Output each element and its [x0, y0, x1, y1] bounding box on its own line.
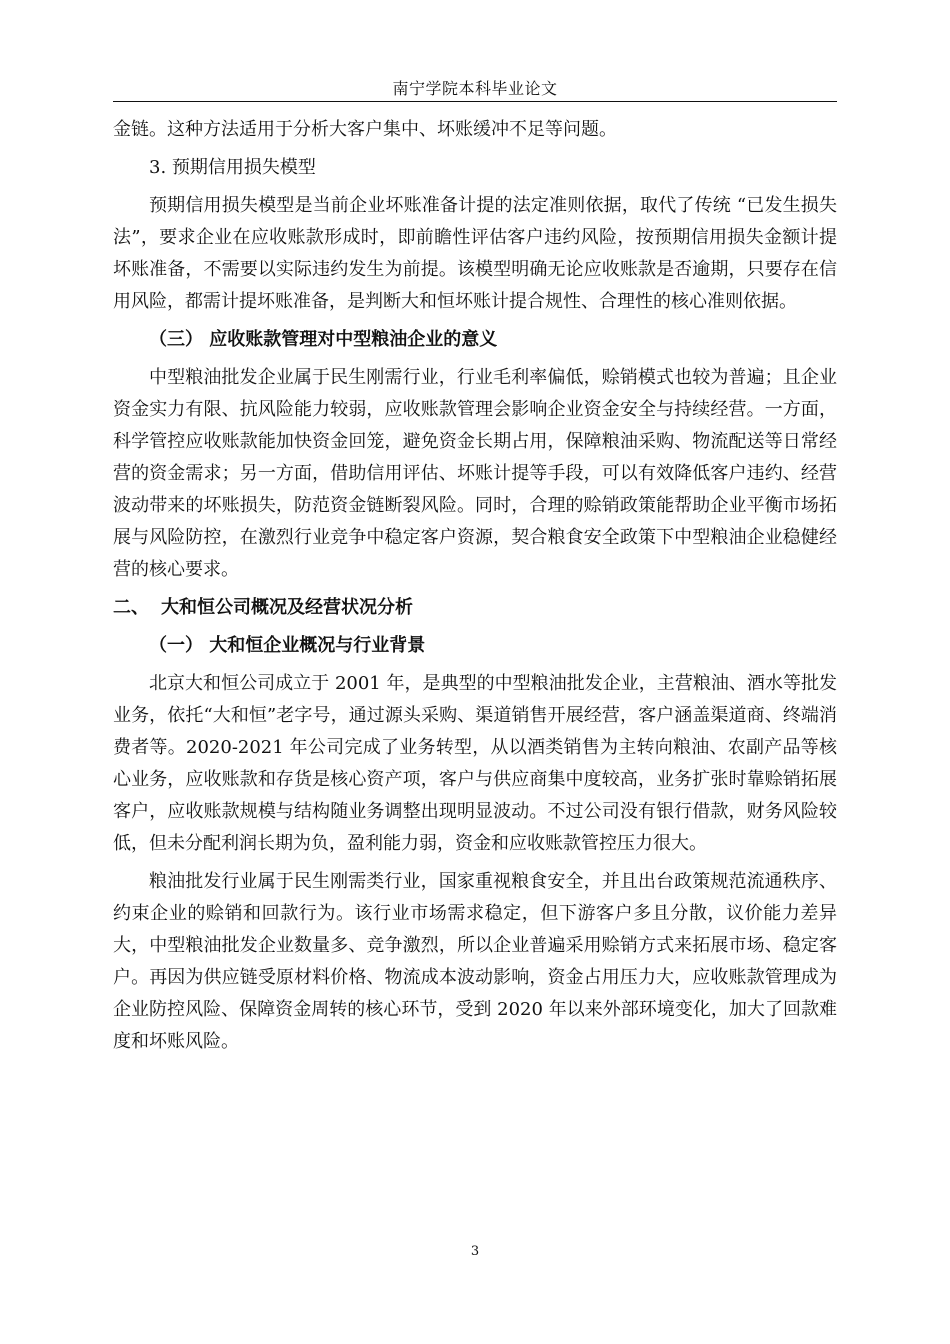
- section-number: 二、: [113, 597, 149, 618]
- page-number: 3: [470, 1244, 480, 1259]
- heading-expected-credit-loss: 3. 预期信用损失模型: [149, 157, 316, 178]
- header-divider: [113, 101, 837, 102]
- paragraph-expected-credit-loss: 预期信用损失模型是当前企业坏账准备计提的法定准则依据，取代了传统 “已发生损失法”，要求企业在应收账款形成时，即前瞻性评估客户违约风险，按预期信用损失金额计提坏账准备，不需要以实际违约发生为前提。该模型明确无论应收账款是否逾期，只要存在信用风险，都需计提坏账准备，是判断大和恒坏账计提合规性、合理性的核心准则依据。: [113, 195, 837, 312]
- section-title: 大和恒公司概况及经营状况分析: [161, 597, 413, 618]
- heading-company-background: （一） 大和恒企业概况与行业背景: [149, 635, 426, 656]
- heading-significance: （三） 应收账款管理对中型粮油企业的意义: [149, 329, 498, 350]
- paragraph-industry-background: 粮油批发行业属于民生刚需类行业，国家重视粮食安全，并且出台政策规范流通秩序、约束企业的赊销和回款行为。该行业市场需求稳定，但下游客户多且分散，议价能力差异大，中型粮油批发企业数量多、竞争激烈，所以企业普遍采用赊销方式来拓展市场、稳定客户。再因为供应链受原材料价格、物流成本波动影响，资金占用压力大，应收账款管理成为企业防控风险、保障资金周转的核心环节，受到 2020 年以来外部环境变化，加大了回款难度和坏账风险。: [113, 871, 837, 1052]
- running-header-title: 南宁学院本科毕业论文: [392, 79, 558, 98]
- paragraph-significance: 中型粮油批发企业属于民生刚需行业，行业毛利率偏低，赊销模式也较为普遍；且企业资金实力有限、抗风险能力较弱，应收账款管理会影响企业资金安全与持续经营。一方面，科学管控应收账款能加快资金回笼，避免资金长期占用，保障粮油采购、物流配送等日常经营的资金需求；另一方面，借助信用评估、坏账计提等手段，可以有效降低客户违约、经营波动带来的坏账损失，防范资金链断裂风险。同时，合理的赊销政策能帮助企业平衡市场拓展与风险防控，在激烈行业竞争中稳定客户资源，契合粮食安全政策下中型粮油企业稳健经营的核心要求。: [113, 367, 837, 580]
- paragraph-continuation: 金链。这种方法适用于分析大客户集中、坏账缓冲不足等问题。: [113, 119, 617, 140]
- page-body: [113, 114, 837, 1058]
- paragraph-company-profile: 北京大和恒公司成立于 2001 年，是典型的中型粮油批发企业，主营粮油、酒水等批发业务，依托“大和恒”老字号，通过源头采购、渠道销售开展经营，客户涵盖渠道商、终端消费者等。2020-2021 年公司完成了业务转型，从以酒类销售为主转向粮油、农副产品等核心业务，应收账款和存货是核心资产项，客户与供应商集中度较高，业务扩张时靠赊销拓展客户，应收账款规模与结构随业务调整出现明显波动。不过公司没有银行借款，财务风险较低，但未分配利润长期为负，盈利能力弱，资金和应收账款管控压力很大。: [113, 673, 837, 854]
- section-heading-company-overview: [113, 592, 837, 624]
